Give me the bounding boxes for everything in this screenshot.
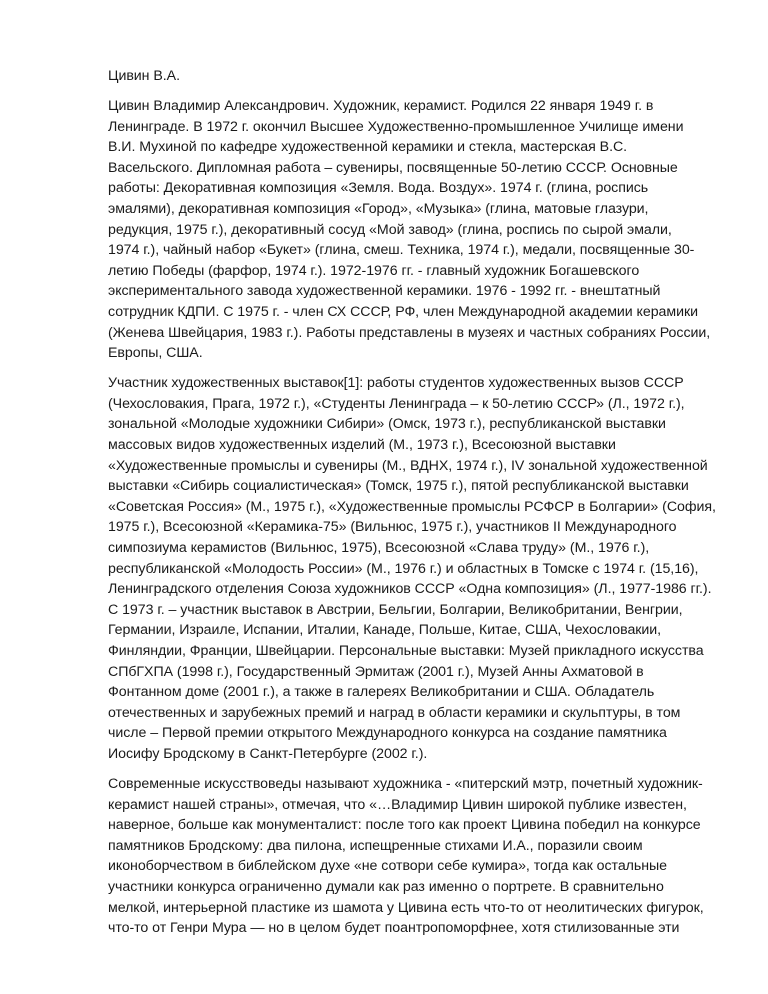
text-line: Участник художественных выставок[1]: работы студентов художественных вызов СССР (108, 375, 684, 392)
text-line: Ленинградского отделения Союза художников СССР «Одна композиция» (Л., 1977-1986 гг.). (108, 581, 712, 598)
text-line: Цивин Владимир Александрович. Художник, керамист. Родился 22 января 1949 г. в (108, 98, 654, 114)
text-line: СПбГХПА (1998 г.), Государственный Эрмитаж (2001 г.), Музей Анны Ахматовой в (108, 663, 644, 680)
text-line: Германии, Израиле, Испании, Италии, Канаде, Польше, Китае, США, Чехословакии, (108, 622, 662, 639)
text-line: выставки «Сибирь социалистическая» (Томск, 1975 г.), пятой республиканской выставки (108, 478, 689, 495)
text-line: сотрудник КДПИ. С 1975 г. - член СХ СССР, РФ, член Международной академии керамики (108, 303, 699, 320)
text-line: участники конкурса ограниченно думали как раз именно о портрете. В сравнительно (108, 878, 664, 895)
text-line: С 1973 г. – участник выставок в Австрии, Бельгии, Болгарии, Великобритании, Венгрии, (108, 601, 683, 618)
text-line: редукция, 1975 г.), декоративный сосуд «Мой завод» (глина, роспись по сырой эмали, (108, 221, 672, 238)
document-body (108, 66, 716, 948)
text-line: республиканской «Молодость России» (М., 1976 г.) и областных в Томске с 1974 г. (15,16), (108, 560, 699, 577)
text-line: 1975 г.), Всесоюзной «Керамика-75» (Вильнюс, 1975 г.), участников II Международного (108, 519, 677, 536)
text-line: «Советская Россия» (М., 1975 г.), «Художественные промыслы РСФСР в Болгарии» (София, (108, 498, 716, 515)
text-line: памятников Бродскому: два пилона, испещренные стихами И.А., поразили своим (108, 837, 643, 854)
text-line: В.И. Мухиной по кафедре художественной керамики и стекла, мастерская В.С. (108, 139, 628, 156)
text-line: иконоборчеством в библейском духе «не сотвори себе кумира», тогда как остальные (108, 858, 667, 875)
text-line: керамист нашей страны», отмечая, что «…Владимир Цивин широкой публике известен, (108, 796, 687, 813)
text-line: 1974 г.), чайный набор «Букет» (глина, смеш. Техника, 1974 г.), медали, посвященные 30- (108, 242, 695, 259)
text-line: работы: Декоративная композиция «Земля. Вода. Воздух». 1974 г. (глина, роспись (108, 180, 649, 197)
text-line: что-то от Генри Мура — но в целом будет поантропоморфнее, хотя стилизованные эти (108, 920, 680, 937)
text-line: массовых видов художественных изделий (М., 1973 г.), Всесоюзной выставки (108, 437, 616, 453)
text-line: Ленинграде. В 1972 г. окончил Высшее Художественно-промышленное Училище имени (108, 118, 684, 135)
text-line: Иосифу Бродскому в Санкт-Петербурге (2002 г.). (108, 745, 428, 762)
text-line: Васельского. Дипломная работа – сувениры, посвященные 50-летию СССР. Основные (108, 159, 678, 176)
text-line: зональной «Молодые художники Сибири» (Омск, 1973 г.), республиканской выставки (108, 416, 666, 433)
text-line: Фонтанном доме (2001 г.), а также в галереях Великобритании и США. Обладатель (108, 684, 655, 701)
paragraph-biography (108, 96, 711, 364)
text-line: Европы, США. (108, 345, 203, 362)
text-line: (Женева Швейцария, 1983 г.). Работы представлены в музеях и частных собраниях России, (108, 324, 711, 341)
text-line: эмалями), декоративная композиция «Город», «Музыка» (глина, матовые глазури, (108, 200, 649, 217)
text-line: (Чехословакия, Прага, 1972 г.), «Студенты Ленинграда – к 50-летию СССР» (Л., 1972 г.), (108, 395, 685, 412)
document-title: Цивин В.А. (108, 68, 180, 84)
text-line: «Художественные промыслы и сувениры (М., ВДНХ, 1974 г.), IV зональной художественной (108, 457, 708, 474)
paragraph-exhibitions (108, 373, 716, 764)
text-line: числе – Первой премии открытого Международного конкурса на создание памятника (108, 725, 667, 742)
paragraph-critics (108, 774, 704, 939)
text-line: симпозиума керамистов (Вильнюс, 1975), Всесоюзной «Слава труду» (М., 1976 г.), (108, 539, 650, 556)
text-line: Современные искусствоведы называют художника - «питерский мэтр, почетный художник- (108, 776, 703, 792)
text-line: наверное, больше как монументалист: после того как проект Цивина победил на конкурсе (108, 817, 701, 834)
text-line: летию Победы (фарфор, 1974 г.). 1972-1976 гг. - главный художник Богашевского (108, 262, 640, 279)
text-line: мелкой, интерьерной пластике из шамота у Цивина есть что-то от неолитических фигурок, (108, 899, 704, 916)
text-line: экспериментального завода художественной керамики. 1976 - 1992 гг. - внештатный (108, 283, 661, 300)
text-line: отечественных и зарубежных премий и наград в области керамики и скульптуры, в том (108, 704, 681, 721)
text-line: Финляндии, Франции, Швейцарии. Персональные выставки: Музей прикладного искусства (108, 642, 704, 659)
